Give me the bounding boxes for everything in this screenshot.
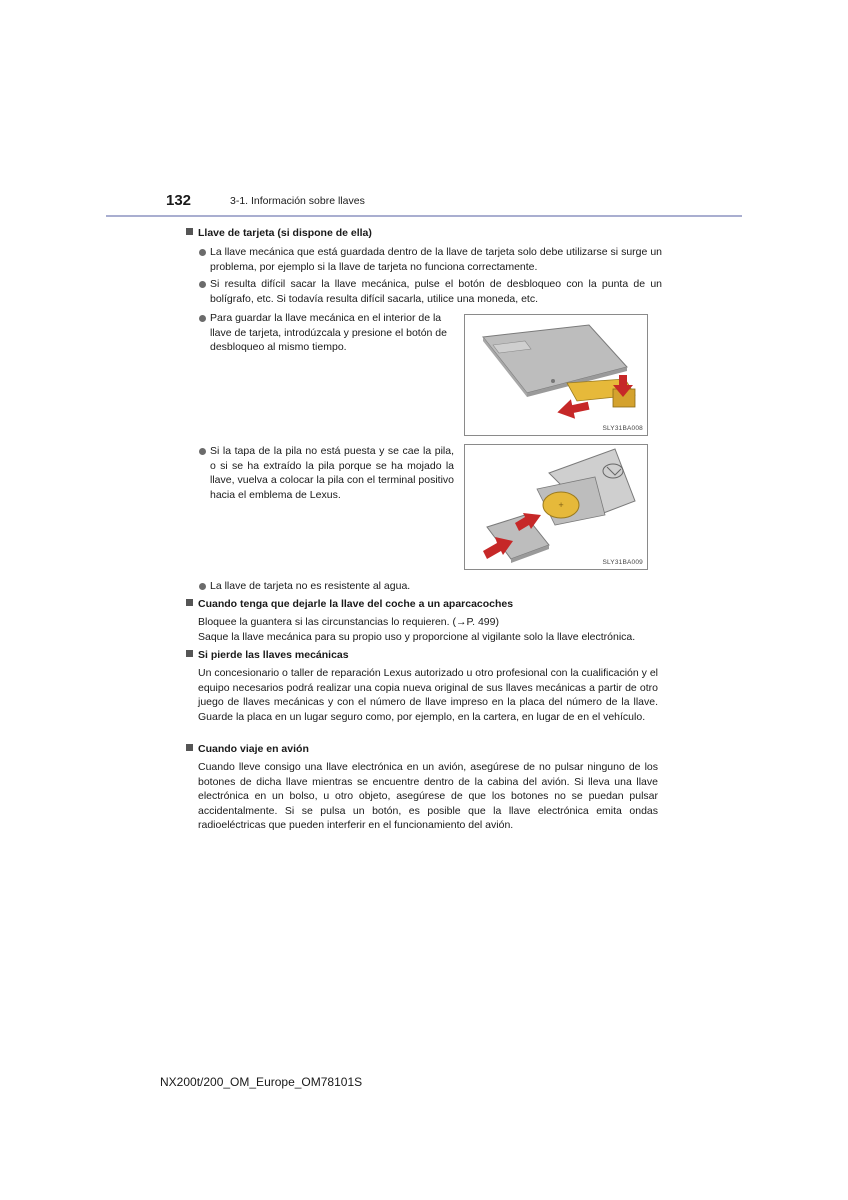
bullet-item: La llave mecánica que está guardada dentro de la llave de tarjeta solo debe utilizarse si surge un problema, por ejemplo si la llave de tarjeta no funciona correctamente.: [210, 245, 662, 274]
header-rule: [106, 215, 742, 217]
footer-doc-code: NX200t/200_OM_Europe_OM78101S: [160, 1075, 363, 1089]
section-title: 3-1. Información sobre llaves: [230, 195, 365, 207]
paragraph-valet-line1: Bloquee la guantera si las circunstancias lo requieren. (→P. 499): [198, 616, 499, 628]
heading-airplane: Cuando viaje en avión: [186, 743, 309, 755]
bullet-item: La llave de tarjeta no es resistente al agua.: [210, 579, 662, 594]
figure-code: SLY31BA008: [602, 425, 643, 432]
bullet-item: Para guardar la llave mecánica en el interior de la llave de tarjeta, introdúzcala y presione el botón de desbloqueo al mismo tiempo.: [210, 311, 454, 355]
heading-card-key: Llave de tarjeta (si dispone de ella): [186, 227, 372, 239]
figure-code: SLY31BA009: [602, 559, 643, 566]
battery-replacement-illustration: [465, 445, 647, 569]
bullet-dot-icon: [199, 448, 206, 455]
paragraph-valet-line2: Saque la llave mecánica para su propio uso y proporcione al vigilante solo la llave electrónica.: [198, 631, 636, 643]
square-bullet-icon: [186, 650, 193, 657]
heading-valet: Cuando tenga que dejarle la llave del coche a un aparcacoches: [186, 598, 513, 610]
bullet-item: Si resulta difícil sacar la llave mecánica, pulse el botón de desbloqueo con la punta de un bolígrafo, etc. Si todavía resulta difícil sacarla, utilice una moneda, etc.: [210, 277, 662, 306]
bullet-dot-icon: [199, 281, 206, 288]
bullet-dot-icon: [199, 315, 206, 322]
square-bullet-icon: [186, 599, 193, 606]
page-number: 132: [166, 192, 192, 209]
bullet-dot-icon: [199, 249, 206, 256]
figure-battery-replacement: [464, 444, 648, 570]
heading-lost-keys: Si pierde las llaves mecánicas: [186, 649, 349, 661]
card-key-insert-illustration: [465, 315, 647, 435]
bullet-item: Si la tapa de la pila no está puesta y se cae la pila, o si se ha extraído la pila porque se ha mojado la llave, vuelva a colocar la pila con el terminal positivo hacia el emblema de Lexus.: [210, 444, 454, 502]
figure-card-key-insert: [464, 314, 648, 436]
paragraph-airplane: Cuando lleve consigo una llave electrónica en un avión, asegúrese de no pulsar ninguno de los botones de dicha llave mientras se encuentre dentro de la cabina del avión. Si lleva una llave electrónica en un bolso, u otro objeto, asegúrese de que los botones no se puedan pulsar accidentalmente. Si se pulsa un botón, es posible que la llave electrónica emita ondas radioeléctricas que pueden interferir en el funcionamiento del avión.: [198, 761, 658, 832]
paragraph-lost-keys: Un concesionario o taller de reparación Lexus autorizado u otro profesional con la cualificación y el equipo necesarios podrá realizar una copia nueva original de sus llaves mecánicas a partir de otro juego de llaves mecánicas y con el número de llave impreso en la placa del número de la llave. Guarde la placa en un lugar seguro como, por ejemplo, en la cartera, en lugar de en el vehículo.: [198, 667, 658, 723]
square-bullet-icon: [186, 228, 193, 235]
bullet-dot-icon: [199, 583, 206, 590]
square-bullet-icon: [186, 744, 193, 751]
svg-text:+: +: [558, 501, 564, 509]
